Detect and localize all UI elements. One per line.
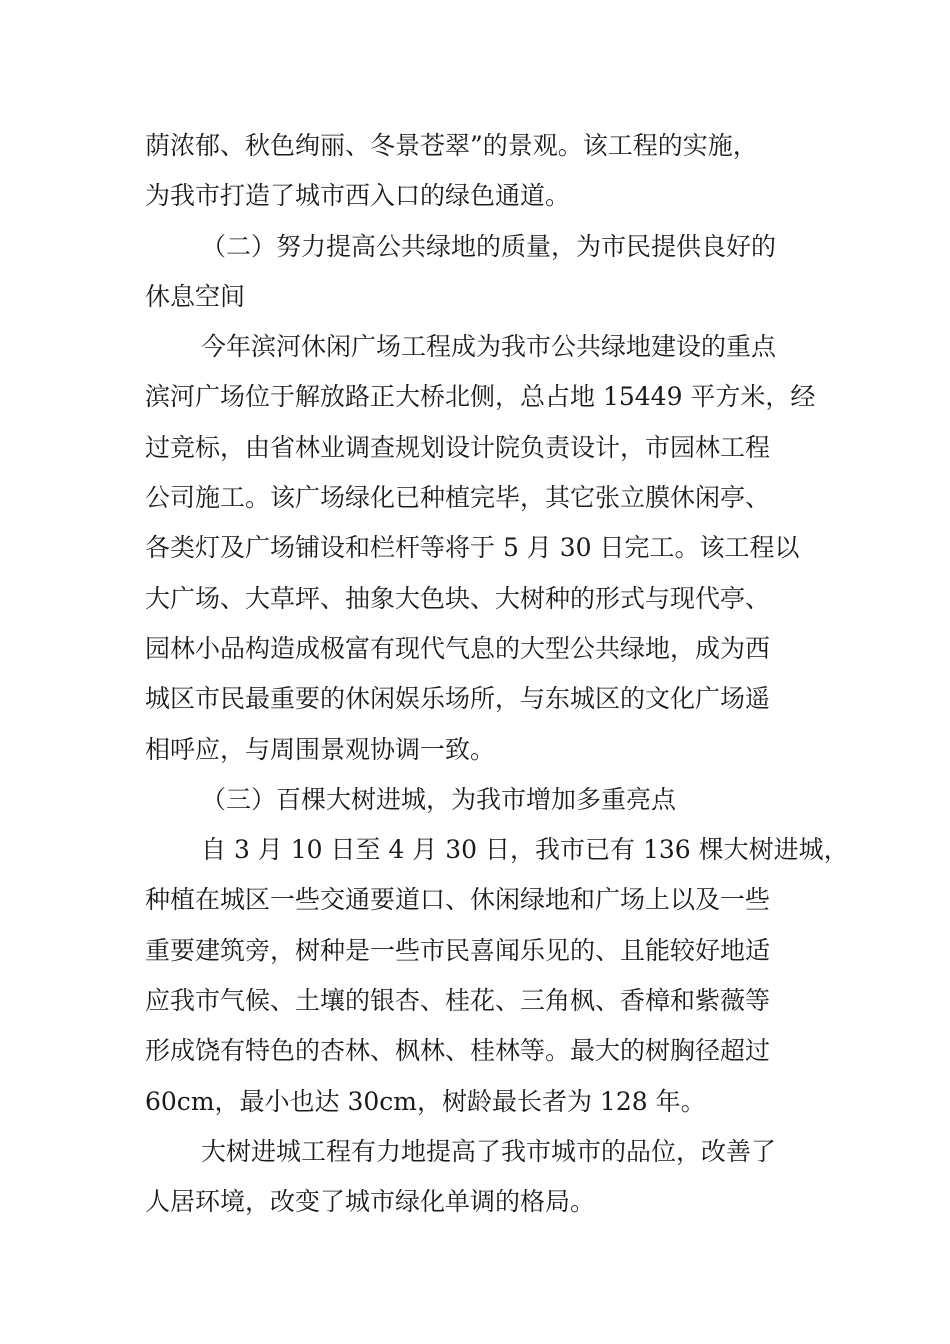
text-line: 60cm，最小也达 30cm，树龄最长者为 128 年。 [145, 1086, 706, 1116]
text-line: 种植在城区一些交通要道口、休闲绿地和广场上以及一些 [145, 885, 771, 915]
text-line: 滨河广场位于解放路正大桥北侧，总占地 15449 平方米，经 [145, 382, 816, 412]
text-line: 重要建筑旁，树种是一些市民喜闻乐见的、且能较好地适 [145, 935, 771, 965]
text-line: 大树进城工程有力地提高了我市城市的品位，改善了 [201, 1136, 777, 1166]
text-line: 大广场、大草坪、抽象大色块、大树种的形式与现代亭、 [145, 583, 771, 613]
section-heading: （二）努力提高公共绿地的质量，为市民提供良好的 [201, 231, 777, 261]
text-line: 形成饶有特色的杏林、枫林、桂林等。最大的树胸径超过 [145, 1036, 771, 1066]
text-line: 公司施工。该广场绿化已种植完毕，其它张立膜休闲亭、 [145, 483, 771, 513]
document-body [145, 121, 849, 1228]
text-line: 为我市打造了城市西入口的绿色通道。 [145, 181, 571, 211]
section-heading: （三）百棵大树进城，为我市增加多重亮点 [201, 784, 677, 814]
text-line: 城区市民最重要的休闲娱乐场所，与东城区的文化广场遥 [145, 684, 771, 714]
text-line: 今年滨河休闲广场工程成为我市公共绿地建设的重点 [201, 332, 777, 362]
text-line: 荫浓郁、秋色绚丽、冬景苍翠”的景观。该工程的实施， [145, 131, 758, 160]
text-line: 自 3 月 10 日至 4 月 30 日，我市已有 136 棵大树进城， [201, 835, 849, 865]
text-line: 相呼应，与周围景观协调一致。 [145, 734, 496, 764]
text-line: 过竞标，由省林业调查规划设计院负责设计，市园林工程 [145, 432, 771, 462]
text-line: 各类灯及广场铺设和栏杆等将于 5 月 30 日完工。该工程以 [145, 533, 800, 563]
text-line: 人居环境，改变了城市绿化单调的格局。 [145, 1187, 596, 1217]
text-line: 园林小品构造成极富有现代气息的大型公共绿地，成为西 [145, 633, 771, 663]
section-heading-continued: 休息空间 [145, 281, 246, 311]
text-line: 应我市气候、土壤的银杏、桂花、三角枫、香樟和紫薇等 [145, 986, 771, 1016]
